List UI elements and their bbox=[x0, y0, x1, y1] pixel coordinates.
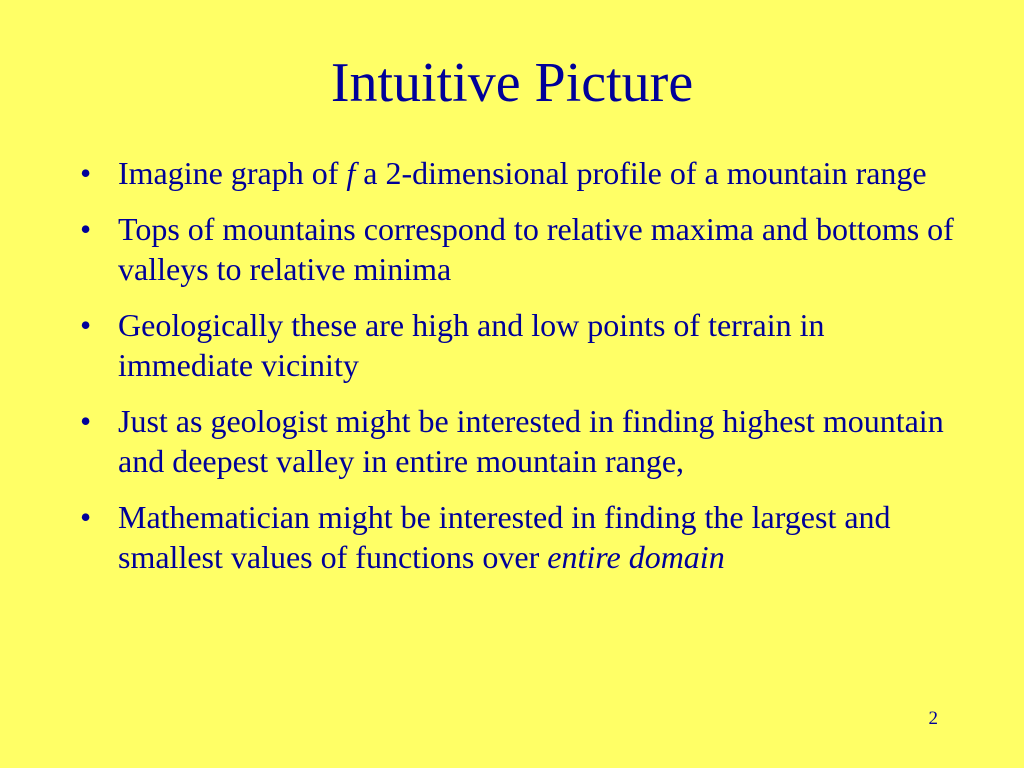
bullet-item bbox=[77, 153, 957, 193]
bullet-text-segment: Imagine graph of bbox=[118, 155, 347, 191]
bullet-item bbox=[77, 209, 957, 289]
bullet-icon: • bbox=[80, 211, 92, 247]
bullet-item bbox=[77, 497, 957, 577]
bullet-item bbox=[77, 401, 957, 481]
bullet-text-segment: Just as geologist might be interested in finding highest mountain and deepest valley in entire mountain range, bbox=[118, 403, 944, 479]
bullet-text-segment: Tops of mountains correspond to relative maxima and bottoms of valleys to relative minima bbox=[118, 211, 954, 287]
bullet-icon: • bbox=[80, 403, 92, 439]
bullet-text-italic: entire domain bbox=[547, 539, 725, 575]
bullet-text-segment: a 2-dimensional profile of a mountain range bbox=[355, 155, 927, 191]
slide-title: Intuitive Picture bbox=[330, 52, 694, 114]
bullet-text-segment: Geologically these are high and low points of terrain in immediate vicinity bbox=[118, 307, 825, 383]
bullet-icon: • bbox=[80, 307, 92, 343]
bullet-text-segment: Mathematician might be interested in finding the largest and smallest values of functions over bbox=[118, 499, 891, 575]
bullet-text-italic: f bbox=[346, 155, 356, 191]
bullet-list bbox=[77, 153, 957, 593]
bullet-icon: • bbox=[80, 499, 92, 535]
bullet-item bbox=[77, 305, 957, 385]
page-number: 2 bbox=[928, 708, 938, 729]
bullet-icon: • bbox=[80, 155, 92, 191]
